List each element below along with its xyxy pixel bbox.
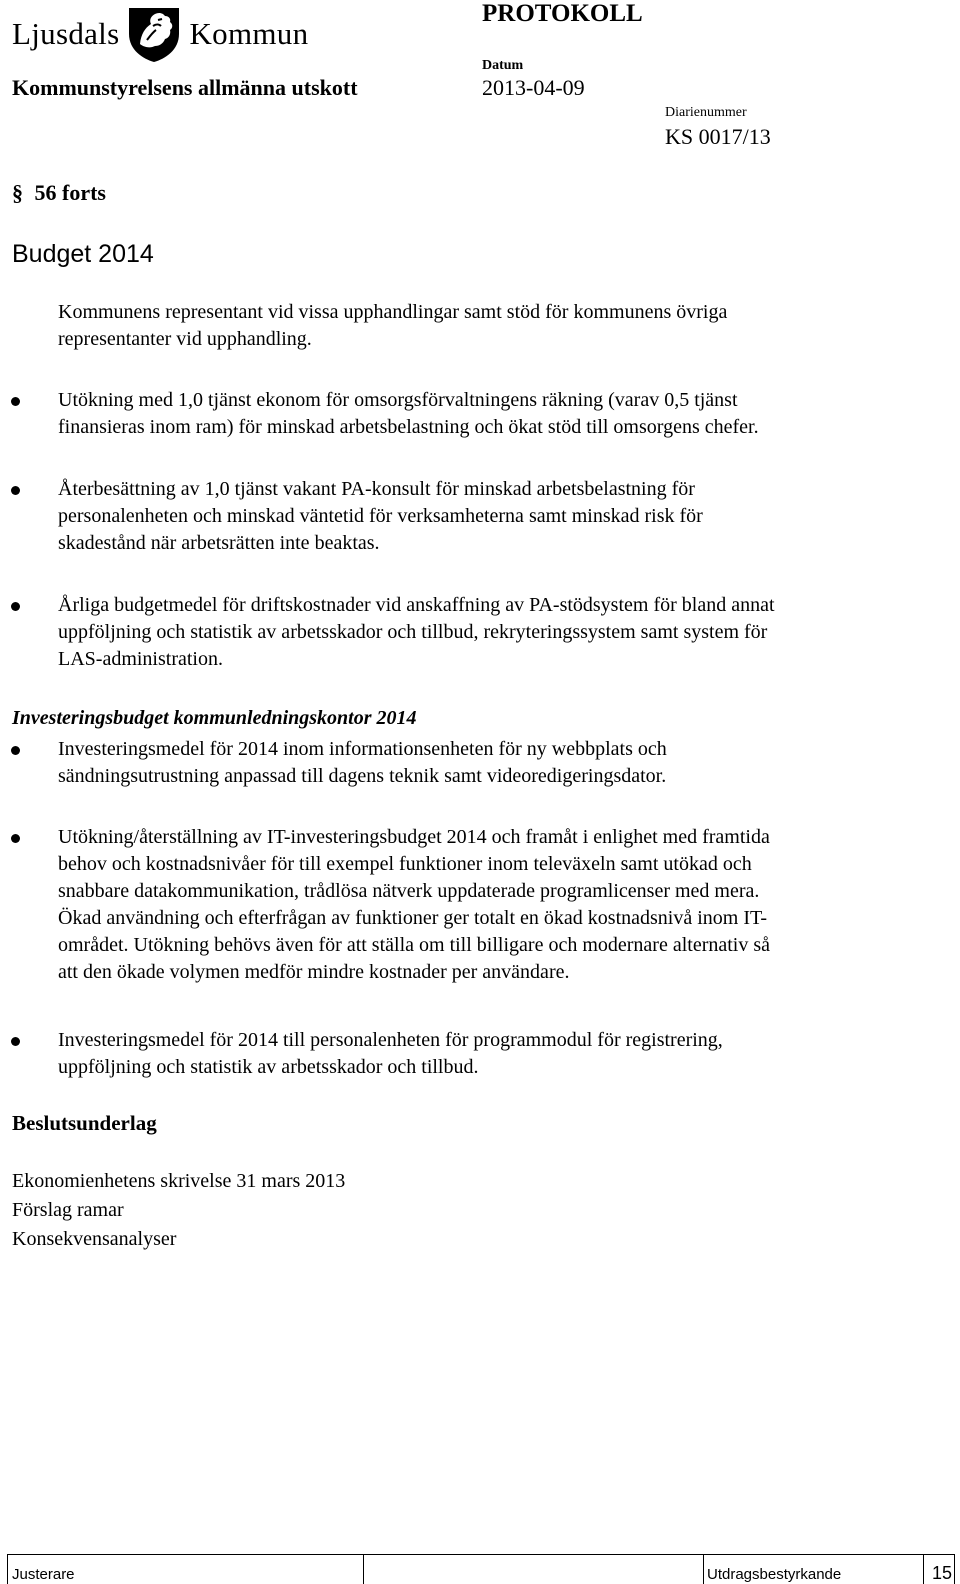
text-line: Årliga budgetmedel för driftskostnader vid anskaffning av PA-stödsystem för bland annat — [58, 594, 775, 616]
text-line: att den ökade volymen medför mindre kostnader per användare. — [58, 961, 570, 983]
text-line: Investeringsmedel för 2014 till personalenheten för programmodul för registrering, — [58, 1029, 723, 1051]
approver-cell — [8, 1555, 364, 1584]
bullet-icon — [11, 486, 20, 495]
text-line: Utökning med 1,0 tjänst ekonom för omsorgsförvaltningens räkning (varav 0,5 tjänst — [58, 389, 738, 411]
bullet-icon — [11, 1037, 20, 1046]
decision-basis-item: Konsekvensanalyser — [12, 1228, 177, 1250]
coat-of-arms-icon — [125, 4, 183, 64]
text-line: Ökad användning och efterfrågan av funktioner ger totalt en ökad kostnadsnivå inom IT- — [58, 907, 768, 929]
decision-basis-item: Ekonomienhetens skrivelse 31 mars 2013 — [12, 1170, 346, 1192]
text-line: representanter vid upphandling. — [58, 328, 312, 350]
section-sign-icon: § — [12, 180, 23, 205]
bullet-icon — [11, 746, 20, 755]
list-item — [58, 387, 954, 441]
registry-number-value: KS 0017/13 — [665, 124, 771, 149]
text-line: behov och kostnadsnivåer för till exempel funktioner inom televäxeln samt utökad och — [58, 853, 752, 875]
registry-number-label: Diarienummer — [665, 105, 747, 120]
intro-paragraph — [58, 299, 954, 353]
text-line: Återbesättning av 1,0 tjänst vakant PA-konsult för minskad arbetsbelastning för — [58, 478, 695, 500]
text-line: uppföljning och statistik av arbetsskador och tillbud, rekryteringssystem samt system för — [58, 621, 768, 643]
page-title: Budget 2014 — [12, 240, 154, 268]
logo-right-text: Kommun — [189, 16, 309, 51]
list-item — [58, 1027, 954, 1081]
section-heading — [12, 180, 106, 206]
list-item — [58, 824, 954, 986]
section-number: 56 forts — [34, 180, 106, 205]
investment-heading: Investeringsbudget kommunledningskontor 2014 — [12, 707, 417, 729]
text-line: Kommunens representant vid vissa upphandlingar samt stöd för kommunens övriga — [58, 301, 728, 323]
page-number — [924, 1555, 954, 1584]
certification-label: Utdragsbestyrkande — [707, 1566, 842, 1583]
text-line: Investeringsmedel för 2014 inom informationsenheten för ny webbplats och — [58, 738, 667, 760]
bullet-icon — [11, 397, 20, 406]
list-item — [58, 592, 954, 673]
committee-name: Kommunstyrelsens allmänna utskott — [12, 75, 358, 100]
date-value: 2013-04-09 — [482, 75, 585, 100]
decision-basis-heading: Beslutsunderlag — [12, 1111, 157, 1135]
logo-left-text: Ljusdals — [12, 16, 120, 51]
signature-footer — [7, 1554, 955, 1584]
text-line: sändningsutrustning anpassad till dagens teknik samt videoredigeringsdator. — [58, 765, 667, 787]
text-line: skadestånd när arbetsrätten inte beaktas. — [58, 532, 380, 554]
text-line: finansieras inom ram) för minskad arbetsbelastning och ökat stöd till omsorgens chefer. — [58, 416, 759, 438]
blank-cell — [363, 1555, 704, 1584]
text-line: snabbare datakommunikation, trådlösa nätverk uppdaterade programlicenser med mera. — [58, 880, 760, 902]
certification-cell — [703, 1555, 924, 1584]
text-line: LAS-administration. — [58, 648, 223, 670]
municipality-logo — [12, 4, 308, 64]
decision-basis-item: Förslag ramar — [12, 1199, 124, 1221]
text-line: personalenheten och minskad väntetid för verksamheterna samt minskad risk för — [58, 505, 703, 527]
approver-label: Justerare — [12, 1566, 75, 1583]
bullet-icon — [11, 602, 20, 611]
date-label: Datum — [482, 58, 524, 73]
text-line: Utökning/återställning av IT-investeringsbudget 2014 och framåt i enlighet med framtida — [58, 826, 770, 848]
document-type: PROTOKOLL — [482, 0, 643, 27]
text-line: området. Utökning behövs även för att ställa om till billigare och modernare alternativ så — [58, 934, 771, 956]
list-item — [58, 476, 954, 557]
list-item — [58, 736, 954, 790]
bullet-icon — [11, 834, 20, 843]
text-line: uppföljning och statistik av arbetsskador och tillbud. — [58, 1056, 479, 1078]
page-number-text: 15 — [931, 1563, 952, 1583]
